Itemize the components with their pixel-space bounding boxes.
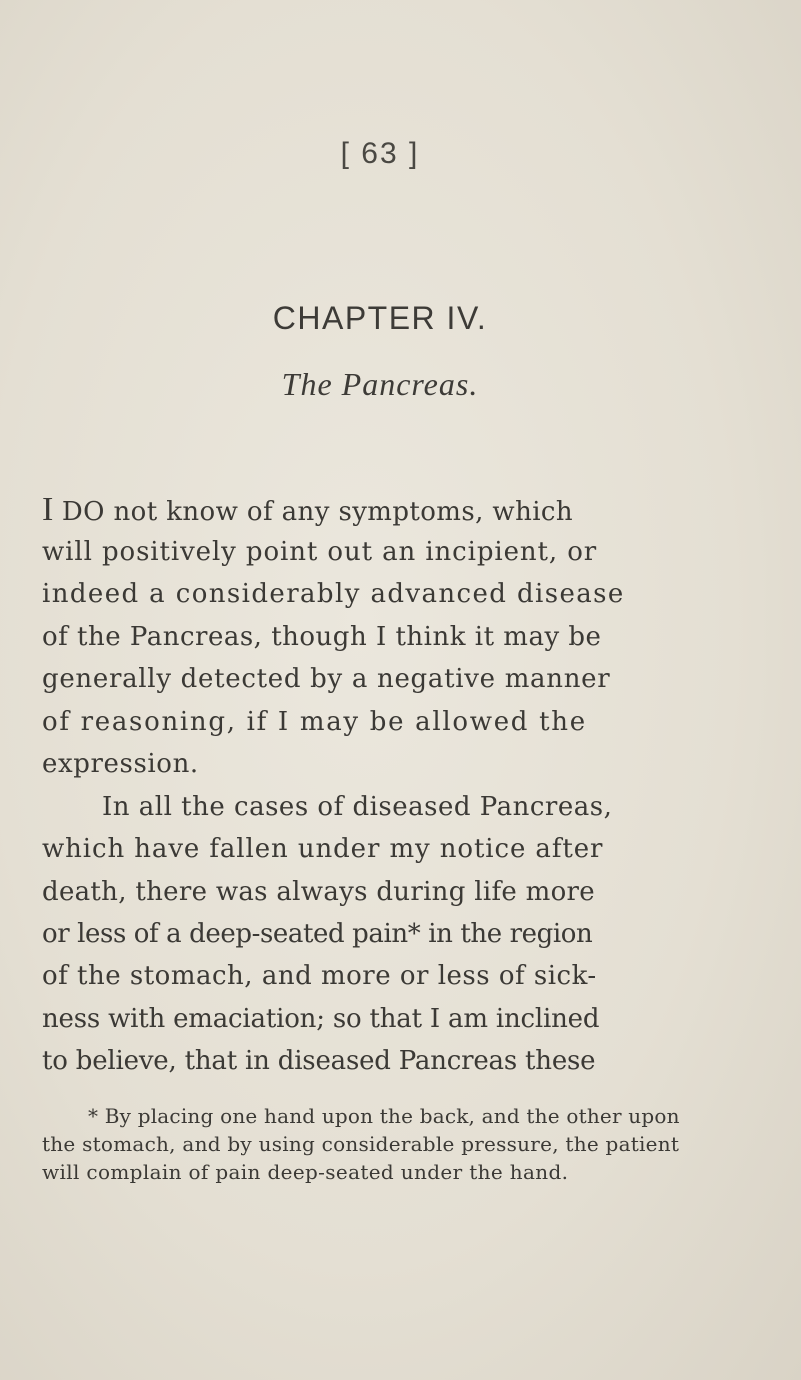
paragraph-1-line-3: indeed a considerably advanced disease bbox=[42, 579, 625, 609]
paragraph-1-line-7: expression. bbox=[42, 749, 199, 779]
footnote-line-1: * By placing one hand upon the back, and the other upon bbox=[88, 1104, 680, 1128]
paragraph-2-line-5: of the stomach, and more or less of sick- bbox=[42, 961, 597, 991]
paragraph-2-line-7: to believe, that in diseased Pancreas these bbox=[42, 1046, 596, 1076]
paragraph-1-line-2: will positively point out an incipient, or bbox=[42, 537, 598, 567]
paragraph-1-line-5: generally detected by a negative manner bbox=[42, 664, 611, 694]
chapter-title: The Pancreas. bbox=[281, 366, 479, 402]
paragraph-1-line-1: DO not know of any symptoms, which bbox=[61, 497, 574, 527]
paragraph-1-line-6: of reasoning, if I may be allowed the bbox=[42, 707, 587, 737]
paragraph-2-line-1: In all the cases of diseased Pancreas, bbox=[102, 792, 613, 822]
chapter-heading: CHAPTER IV. bbox=[272, 300, 488, 336]
footnote-line-2: the stomach, and by using considerable pressure, the patient bbox=[42, 1132, 680, 1156]
paragraph-1-line-4: of the Pancreas, though I think it may be bbox=[42, 622, 602, 652]
paragraph-2-line-4: or less of a deep-seated pain* in the region bbox=[42, 919, 593, 949]
drop-cap: I bbox=[42, 491, 54, 528]
page-number: [ 63 ] bbox=[340, 137, 420, 170]
paragraph-line bbox=[42, 492, 573, 530]
paragraph-2-line-3: death, there was always during life more bbox=[42, 877, 595, 907]
paragraph-2-line-2: which have fallen under my notice after bbox=[42, 834, 604, 864]
footnote-line-3: will complain of pain deep-seated under the hand. bbox=[42, 1160, 569, 1184]
paragraph-2-line-6: ness with emaciation; so that I am inclined bbox=[42, 1004, 600, 1034]
